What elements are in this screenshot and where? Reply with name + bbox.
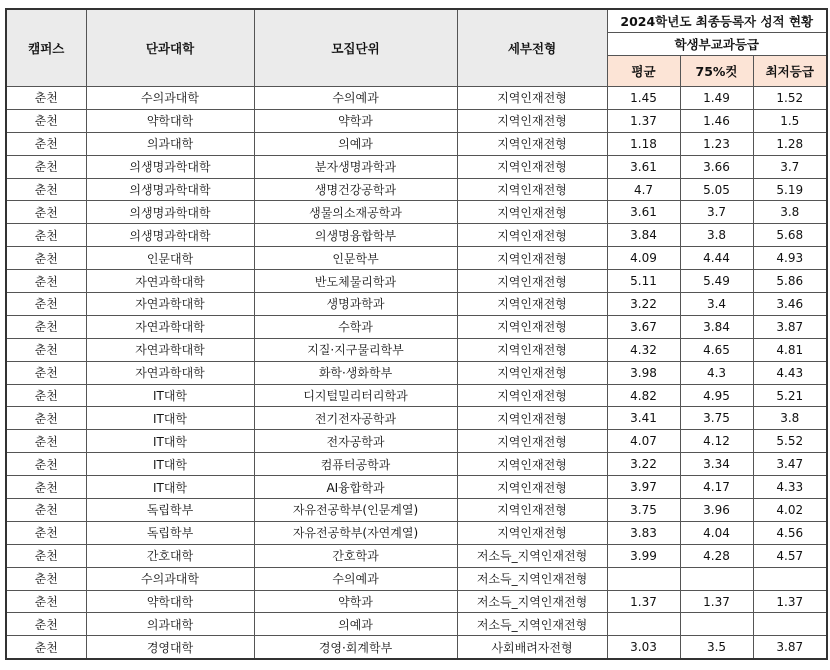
cell-track: 사회배려자전형 bbox=[457, 636, 607, 659]
cell-college: 독립학부 bbox=[86, 499, 254, 522]
header-cut75: 75%컷 bbox=[680, 56, 753, 87]
table-row bbox=[6, 499, 827, 522]
cell-college: 의생명과학대학 bbox=[86, 201, 254, 224]
cell-lowest: 3.47 bbox=[753, 453, 827, 476]
cell-college: 의생명과학대학 bbox=[86, 224, 254, 247]
table-body bbox=[6, 87, 827, 660]
cell-cut75 bbox=[680, 567, 753, 590]
cell-campus: 춘천 bbox=[6, 384, 86, 407]
cell-campus: 춘천 bbox=[6, 361, 86, 384]
cell-unit: 의생명융합학부 bbox=[254, 224, 457, 247]
header-track: 세부전형 bbox=[457, 9, 607, 87]
cell-campus: 춘천 bbox=[6, 499, 86, 522]
cell-lowest: 4.43 bbox=[753, 361, 827, 384]
cell-college: 자연과학대학 bbox=[86, 361, 254, 384]
cell-track: 지역인재전형 bbox=[457, 476, 607, 499]
cell-avg: 3.41 bbox=[607, 407, 680, 430]
cell-campus: 춘천 bbox=[6, 453, 86, 476]
cell-lowest: 1.28 bbox=[753, 132, 827, 155]
cell-avg: 3.67 bbox=[607, 315, 680, 338]
cell-college: IT대학 bbox=[86, 453, 254, 476]
cell-lowest: 5.21 bbox=[753, 384, 827, 407]
cell-lowest: 3.46 bbox=[753, 293, 827, 316]
cell-cut75: 4.17 bbox=[680, 476, 753, 499]
cell-campus: 춘천 bbox=[6, 338, 86, 361]
cell-unit: AI융합학과 bbox=[254, 476, 457, 499]
cell-avg: 4.82 bbox=[607, 384, 680, 407]
cell-track: 저소득_지역인재전형 bbox=[457, 613, 607, 636]
cell-lowest: 1.5 bbox=[753, 109, 827, 132]
cell-avg: 3.97 bbox=[607, 476, 680, 499]
cell-track: 지역인재전형 bbox=[457, 270, 607, 293]
table-row bbox=[6, 201, 827, 224]
table-row bbox=[6, 109, 827, 132]
cell-avg: 1.37 bbox=[607, 590, 680, 613]
cell-track: 저소득_지역인재전형 bbox=[457, 567, 607, 590]
cell-unit: 지질·지구물리학부 bbox=[254, 338, 457, 361]
cell-unit: 의예과 bbox=[254, 613, 457, 636]
cell-lowest: 5.19 bbox=[753, 178, 827, 201]
cell-track: 저소득_지역인재전형 bbox=[457, 590, 607, 613]
cell-campus: 춘천 bbox=[6, 293, 86, 316]
cell-track: 지역인재전형 bbox=[457, 155, 607, 178]
table-row bbox=[6, 270, 827, 293]
cell-unit: 간호학과 bbox=[254, 544, 457, 567]
cell-college: 간호대학 bbox=[86, 544, 254, 567]
cell-avg: 4.32 bbox=[607, 338, 680, 361]
cell-college: 의과대학 bbox=[86, 132, 254, 155]
table-row bbox=[6, 544, 827, 567]
cell-cut75: 4.28 bbox=[680, 544, 753, 567]
cell-college: 약학대학 bbox=[86, 590, 254, 613]
cell-lowest: 5.86 bbox=[753, 270, 827, 293]
cell-cut75: 1.23 bbox=[680, 132, 753, 155]
cell-unit: 컴퓨터공학과 bbox=[254, 453, 457, 476]
cell-unit: 자유전공학부(인문계열) bbox=[254, 499, 457, 522]
cell-lowest: 3.87 bbox=[753, 636, 827, 659]
cell-lowest: 3.7 bbox=[753, 155, 827, 178]
cell-unit: 분자생명과학과 bbox=[254, 155, 457, 178]
cell-campus: 춘천 bbox=[6, 476, 86, 499]
cell-avg: 5.11 bbox=[607, 270, 680, 293]
cell-college: IT대학 bbox=[86, 476, 254, 499]
cell-lowest: 4.81 bbox=[753, 338, 827, 361]
cell-avg: 3.61 bbox=[607, 155, 680, 178]
cell-cut75: 1.46 bbox=[680, 109, 753, 132]
table-row bbox=[6, 293, 827, 316]
table-row bbox=[6, 338, 827, 361]
cell-track: 지역인재전형 bbox=[457, 293, 607, 316]
table-row bbox=[6, 407, 827, 430]
cell-unit: 수의예과 bbox=[254, 567, 457, 590]
cell-unit: 전기전자공학과 bbox=[254, 407, 457, 430]
cell-unit: 의예과 bbox=[254, 132, 457, 155]
cell-track: 지역인재전형 bbox=[457, 521, 607, 544]
cell-college: 의생명과학대학 bbox=[86, 155, 254, 178]
cell-campus: 춘천 bbox=[6, 590, 86, 613]
cell-lowest: 4.56 bbox=[753, 521, 827, 544]
cell-unit: 디지털밀리터리학과 bbox=[254, 384, 457, 407]
cell-avg bbox=[607, 613, 680, 636]
cell-avg: 3.84 bbox=[607, 224, 680, 247]
header-campus: 캠퍼스 bbox=[6, 9, 86, 87]
cell-cut75: 4.04 bbox=[680, 521, 753, 544]
cell-lowest: 4.02 bbox=[753, 499, 827, 522]
cell-college: IT대학 bbox=[86, 407, 254, 430]
header-avg: 평균 bbox=[607, 56, 680, 87]
cell-avg: 1.45 bbox=[607, 87, 680, 110]
cell-cut75: 3.8 bbox=[680, 224, 753, 247]
table-row bbox=[6, 636, 827, 659]
cell-unit: 수학과 bbox=[254, 315, 457, 338]
cell-lowest: 5.68 bbox=[753, 224, 827, 247]
cell-track: 지역인재전형 bbox=[457, 407, 607, 430]
cell-campus: 춘천 bbox=[6, 613, 86, 636]
admission-results-table-wrapper bbox=[5, 8, 828, 660]
cell-cut75: 3.5 bbox=[680, 636, 753, 659]
header-subtitle: 학생부교과등급 bbox=[607, 33, 827, 56]
cell-track: 지역인재전형 bbox=[457, 178, 607, 201]
cell-campus: 춘천 bbox=[6, 567, 86, 590]
cell-cut75: 5.05 bbox=[680, 178, 753, 201]
cell-avg: 3.03 bbox=[607, 636, 680, 659]
cell-cut75: 3.75 bbox=[680, 407, 753, 430]
table-row bbox=[6, 476, 827, 499]
cell-campus: 춘천 bbox=[6, 87, 86, 110]
table-row bbox=[6, 155, 827, 178]
cell-cut75: 5.49 bbox=[680, 270, 753, 293]
table-row bbox=[6, 613, 827, 636]
cell-unit: 경영·회계학부 bbox=[254, 636, 457, 659]
table-row bbox=[6, 247, 827, 270]
cell-avg: 4.09 bbox=[607, 247, 680, 270]
cell-college: 수의과대학 bbox=[86, 567, 254, 590]
cell-cut75: 4.3 bbox=[680, 361, 753, 384]
admission-results-table bbox=[5, 8, 828, 660]
cell-avg: 3.22 bbox=[607, 293, 680, 316]
cell-cut75 bbox=[680, 613, 753, 636]
cell-campus: 춘천 bbox=[6, 109, 86, 132]
cell-avg: 1.37 bbox=[607, 109, 680, 132]
table-row bbox=[6, 521, 827, 544]
cell-track: 지역인재전형 bbox=[457, 338, 607, 361]
cell-unit: 전자공학과 bbox=[254, 430, 457, 453]
cell-campus: 춘천 bbox=[6, 544, 86, 567]
cell-college: 경영대학 bbox=[86, 636, 254, 659]
header-lowest: 최저등급 bbox=[753, 56, 827, 87]
cell-unit: 생명건강공학과 bbox=[254, 178, 457, 201]
cell-campus: 춘천 bbox=[6, 155, 86, 178]
cell-unit: 수의예과 bbox=[254, 87, 457, 110]
header-unit: 모집단위 bbox=[254, 9, 457, 87]
cell-lowest: 4.33 bbox=[753, 476, 827, 499]
table-row bbox=[6, 384, 827, 407]
table-row bbox=[6, 132, 827, 155]
cell-cut75: 1.37 bbox=[680, 590, 753, 613]
cell-track: 지역인재전형 bbox=[457, 224, 607, 247]
cell-lowest: 4.93 bbox=[753, 247, 827, 270]
cell-track: 지역인재전형 bbox=[457, 384, 607, 407]
cell-cut75: 4.95 bbox=[680, 384, 753, 407]
cell-college: 인문대학 bbox=[86, 247, 254, 270]
cell-avg: 3.98 bbox=[607, 361, 680, 384]
cell-cut75: 3.4 bbox=[680, 293, 753, 316]
cell-track: 저소득_지역인재전형 bbox=[457, 544, 607, 567]
cell-track: 지역인재전형 bbox=[457, 361, 607, 384]
cell-track: 지역인재전형 bbox=[457, 315, 607, 338]
cell-campus: 춘천 bbox=[6, 201, 86, 224]
cell-campus: 춘천 bbox=[6, 178, 86, 201]
cell-lowest: 3.8 bbox=[753, 201, 827, 224]
cell-lowest: 4.57 bbox=[753, 544, 827, 567]
cell-track: 지역인재전형 bbox=[457, 430, 607, 453]
cell-unit: 자유전공학부(자연계열) bbox=[254, 521, 457, 544]
cell-cut75: 4.65 bbox=[680, 338, 753, 361]
cell-lowest: 1.52 bbox=[753, 87, 827, 110]
cell-lowest bbox=[753, 613, 827, 636]
table-row bbox=[6, 453, 827, 476]
cell-campus: 춘천 bbox=[6, 315, 86, 338]
cell-cut75: 3.66 bbox=[680, 155, 753, 178]
header-title: 2024학년도 최종등록자 성적 현황 bbox=[607, 9, 827, 33]
cell-campus: 춘천 bbox=[6, 132, 86, 155]
cell-track: 지역인재전형 bbox=[457, 109, 607, 132]
cell-avg bbox=[607, 567, 680, 590]
cell-cut75: 4.44 bbox=[680, 247, 753, 270]
cell-unit: 화학·생화학부 bbox=[254, 361, 457, 384]
cell-lowest bbox=[753, 567, 827, 590]
cell-college: 독립학부 bbox=[86, 521, 254, 544]
cell-campus: 춘천 bbox=[6, 521, 86, 544]
cell-college: IT대학 bbox=[86, 430, 254, 453]
cell-college: 자연과학대학 bbox=[86, 293, 254, 316]
cell-cut75: 3.7 bbox=[680, 201, 753, 224]
cell-college: 의생명과학대학 bbox=[86, 178, 254, 201]
table-row bbox=[6, 430, 827, 453]
cell-unit: 약학과 bbox=[254, 590, 457, 613]
cell-unit: 반도체물리학과 bbox=[254, 270, 457, 293]
cell-unit: 약학과 bbox=[254, 109, 457, 132]
header-college: 단과대학 bbox=[86, 9, 254, 87]
cell-track: 지역인재전형 bbox=[457, 201, 607, 224]
table-row bbox=[6, 361, 827, 384]
cell-track: 지역인재전형 bbox=[457, 247, 607, 270]
cell-track: 지역인재전형 bbox=[457, 87, 607, 110]
cell-cut75: 4.12 bbox=[680, 430, 753, 453]
cell-avg: 1.18 bbox=[607, 132, 680, 155]
cell-college: 의과대학 bbox=[86, 613, 254, 636]
cell-cut75: 1.49 bbox=[680, 87, 753, 110]
table-row bbox=[6, 87, 827, 110]
table-row bbox=[6, 315, 827, 338]
cell-lowest: 3.87 bbox=[753, 315, 827, 338]
cell-college: 자연과학대학 bbox=[86, 270, 254, 293]
cell-unit: 인문학부 bbox=[254, 247, 457, 270]
cell-campus: 춘천 bbox=[6, 636, 86, 659]
table-row bbox=[6, 567, 827, 590]
cell-campus: 춘천 bbox=[6, 224, 86, 247]
cell-cut75: 3.34 bbox=[680, 453, 753, 476]
cell-avg: 3.99 bbox=[607, 544, 680, 567]
cell-lowest: 5.52 bbox=[753, 430, 827, 453]
cell-cut75: 3.84 bbox=[680, 315, 753, 338]
cell-avg: 4.7 bbox=[607, 178, 680, 201]
table-row bbox=[6, 224, 827, 247]
cell-unit: 생물의소재공학과 bbox=[254, 201, 457, 224]
cell-college: 수의과대학 bbox=[86, 87, 254, 110]
cell-college: IT대학 bbox=[86, 384, 254, 407]
cell-lowest: 1.37 bbox=[753, 590, 827, 613]
cell-cut75: 3.96 bbox=[680, 499, 753, 522]
cell-lowest: 3.8 bbox=[753, 407, 827, 430]
cell-avg: 3.75 bbox=[607, 499, 680, 522]
cell-campus: 춘천 bbox=[6, 270, 86, 293]
cell-college: 약학대학 bbox=[86, 109, 254, 132]
table-row bbox=[6, 178, 827, 201]
cell-track: 지역인재전형 bbox=[457, 499, 607, 522]
cell-avg: 3.83 bbox=[607, 521, 680, 544]
cell-avg: 4.07 bbox=[607, 430, 680, 453]
cell-college: 자연과학대학 bbox=[86, 315, 254, 338]
cell-campus: 춘천 bbox=[6, 407, 86, 430]
cell-campus: 춘천 bbox=[6, 430, 86, 453]
table-row bbox=[6, 590, 827, 613]
cell-avg: 3.61 bbox=[607, 201, 680, 224]
cell-track: 지역인재전형 bbox=[457, 132, 607, 155]
cell-track: 지역인재전형 bbox=[457, 453, 607, 476]
cell-college: 자연과학대학 bbox=[86, 338, 254, 361]
cell-unit: 생명과학과 bbox=[254, 293, 457, 316]
cell-campus: 춘천 bbox=[6, 247, 86, 270]
cell-avg: 3.22 bbox=[607, 453, 680, 476]
